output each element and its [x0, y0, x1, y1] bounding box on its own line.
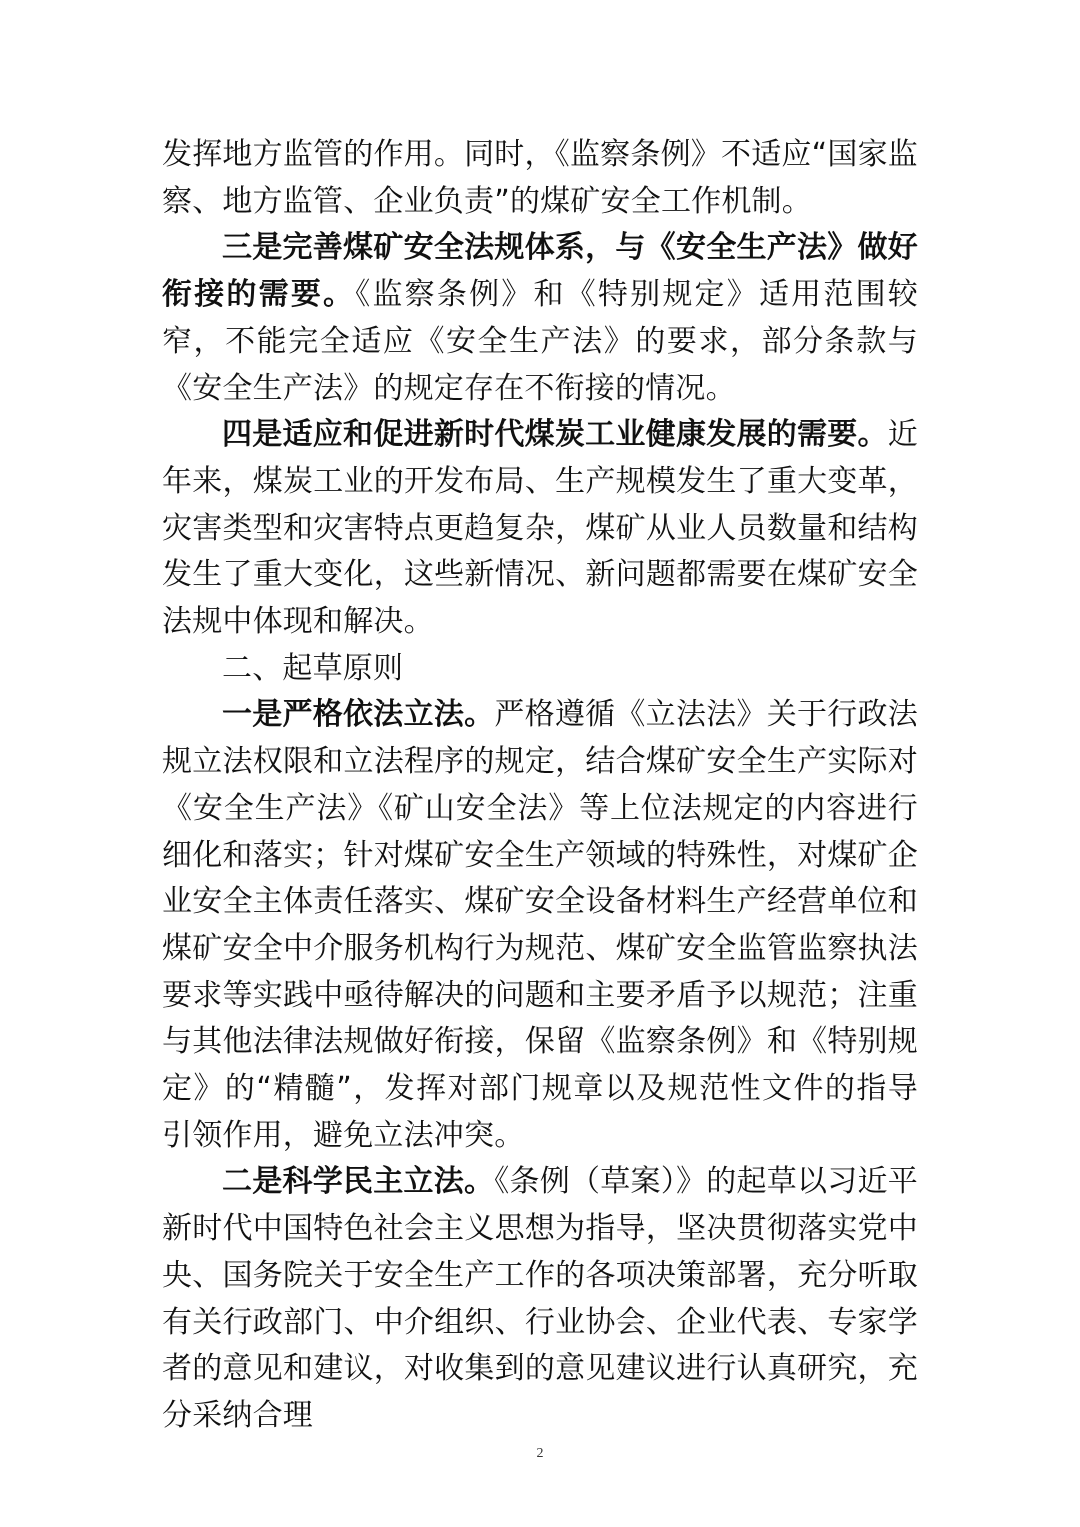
paragraph-6-text: 《条例（草案）》的起草以习近平新时代中国特色社会主义思想为指导，坚决贯彻落实党中央、国务院关于安全生产工作的各项决策部署，充分听取有关行政部门、中介组织、行业协会、企业代表、专家学者的意见和建议，对收集到的意见建议进行认真研究，充分采纳合理: [162, 1164, 918, 1433]
section-heading: [162, 646, 918, 693]
paragraph-1: [162, 132, 918, 225]
paragraph-5: [162, 692, 918, 1159]
paragraph-5-text: 严格遵循《立法法》关于行政法规立法权限和立法程序的规定，结合煤矿安全生产实际对《安全生产法》《矿山安全法》等上位法规定的内容进行细化和落实；针对煤矿安全生产领域的特殊性，对煤矿企业安全主体责任落实、煤矿安全设备材料生产经营单位和煤矿安全中介服务机构行为规范、煤矿安全监管监察执法要求等实践中亟待解决的问题和主要矛盾予以规范；注重与其他法律法规做好衔接，保留《监察条例》和《特别规定》的“精髓”，发挥对部门规章以及规范性文件的指导引领作用，避免立法冲突。: [162, 697, 918, 1153]
paragraph-2-text: 《监察条例》和《特别规定》适用范围较窄，不能完全适应《安全生产法》的要求，部分条款与《安全生产法》的规定存在不衔接的情况。: [162, 277, 918, 406]
paragraph-6: [162, 1159, 918, 1439]
section-heading-text: 二、起草原则: [222, 650, 404, 686]
paragraph-3: [162, 412, 918, 646]
paragraph-6-lead: 二是科学民主立法。: [222, 1164, 495, 1200]
page-number: 2: [536, 1446, 544, 1461]
paragraph-3-text: 近年来，煤炭工业的开发布局、生产规模发生了重大变革，灾害类型和灾害特点更趋复杂，煤矿从业人员数量和结构发生了重大变化，这些新情况、新问题都需要在煤矿安全法规中体现和解决。: [162, 417, 918, 640]
paragraph-2: [162, 225, 918, 412]
paragraph-2-lead: 三是完善煤矿安全法规体系，与《安全生产法》做好衔接的需要。: [162, 230, 918, 313]
paragraph-5-lead: 一是严格依法立法。: [222, 697, 495, 733]
document-body: [162, 132, 918, 1440]
paragraph-1-text: 发挥地方监管的作用。同时，《监察条例》不适应“国家监察、地方监管、企业负责”的煤矿安全工作机制。: [162, 137, 918, 219]
paragraph-3-lead: 四是适应和促进新时代煤炭工业健康发展的需要。: [222, 417, 888, 453]
